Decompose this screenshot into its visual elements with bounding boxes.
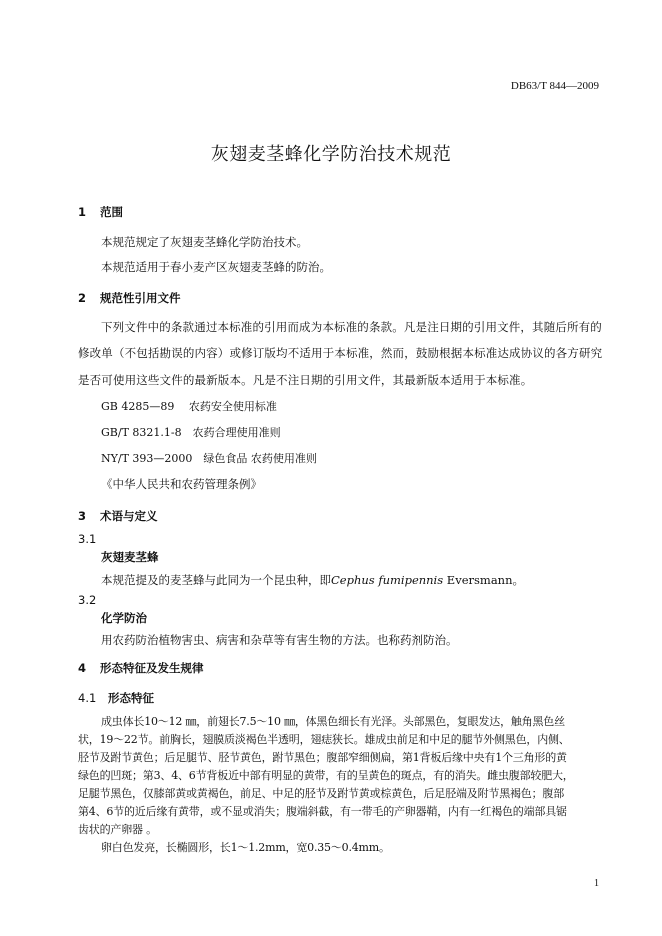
standard-code: DB63/T 844—2009 (510, 80, 599, 92)
page-number: 1 (594, 878, 599, 889)
term-definition: 本规范提及的麦茎蜂与此同为一个昆虫种，即Cephus fumipennis Eversmann。 (101, 573, 524, 587)
paragraph-line: 是否可使用这些文件的最新版本。凡是不注日期的引用文件，其最新版本适用于本标准。 (78, 373, 533, 387)
section-3-heading (78, 508, 158, 524)
paragraph-line: 胫节及跗节黄色；后足腿节、胫节黄色，跗节黑色；腹部窄细侧扁，第1背板后缘中央有1个三角形的黄 (78, 751, 567, 764)
document-title: 灰翅麦茎蜂化学防治技术规范 (210, 144, 452, 165)
reference-item: GB 4285—89 农药安全使用标准 (101, 400, 277, 413)
latin-species-name: Cephus fumipennis (331, 573, 444, 587)
paragraph-line: 足腿节黑色，仅膝部黄或黄褐色，前足、中足的胫节及跗节黄或棕黄色，后足胫端及附节黑褐色；腹部 (78, 787, 564, 800)
paragraph-line: 第4、6节的近后缘有黄带，或不显或消失；腹端斜截，有一带毛的产卵器鞘，内有一红褐色的端部具锯 (78, 805, 567, 818)
term-number: 3.1 (78, 532, 97, 546)
reference-item: 《中华人民共和农药管理条例》 (101, 477, 262, 491)
section-number: 3 (78, 509, 87, 523)
paragraph-line: 齿状的产卵器 。 (78, 823, 157, 836)
subsection-number: 4.1 (78, 691, 97, 705)
section-2-heading (78, 290, 181, 306)
section-title: 范围 (100, 205, 123, 219)
section-4-heading (78, 660, 204, 676)
section-1-heading (78, 204, 123, 220)
paragraph-line: 状，19～22节。前胸长，翅膜质淡褐色半透明，翅痣狭长。雄成虫前足和中足的腿节外侧黑色，内侧、 (78, 733, 570, 746)
term-number: 3.2 (78, 593, 97, 607)
term-definition: 用农药防治植物害虫、病害和杂草等有害生物的方法。也称药剂防治。 (101, 633, 458, 647)
section-title: 形态特征及发生规律 (100, 661, 204, 675)
section-number: 2 (78, 291, 87, 305)
paragraph-line: 成虫体长10～12 ㎜，前翅长7.5～10 ㎜，体黑色细长有光泽。头部黑色，复眼发达，触角黑色丝 (101, 715, 565, 728)
section-number: 4 (78, 661, 87, 675)
section-title: 规范性引用文件 (100, 291, 181, 305)
section-title: 术语与定义 (100, 509, 158, 523)
term-name: 灰翅麦茎蜂 (101, 550, 159, 564)
term-name: 化学防治 (101, 611, 147, 625)
section-number: 1 (78, 205, 87, 219)
paragraph-line: 修改单（不包括勘误的内容）或修订版均不适用于本标准，然而，鼓励根据本标准达成协议的各方研究 (78, 346, 603, 360)
paragraph: 本规范规定了灰翅麦茎蜂化学防治技术。 (101, 235, 308, 249)
paragraph-line: 绿色的凹斑；第3、4、6节背板近中部有明显的黄带，有的呈黄色的斑点，有的消失。雌虫腹部较肥大， (78, 769, 574, 782)
subsection-title: 形态特征 (108, 691, 154, 705)
paragraph: 本规范适用于春小麦产区灰翅麦茎蜂的防治。 (101, 260, 331, 274)
reference-item: GB/T 8321.1-8 农药合理使用准则 (101, 426, 281, 439)
paragraph-line: 下列文件中的条款通过本标准的引用而成为本标准的条款。凡是注日期的引用文件，其随后所有的 (101, 320, 602, 334)
subsection-heading (78, 690, 154, 706)
paragraph-line: 卵白色发亮，长椭圆形，长1～1.2mm，宽0.35～0.4mm。 (101, 841, 390, 854)
reference-item: NY/T 393—2000 绿色食品 农药使用准则 (101, 452, 317, 465)
